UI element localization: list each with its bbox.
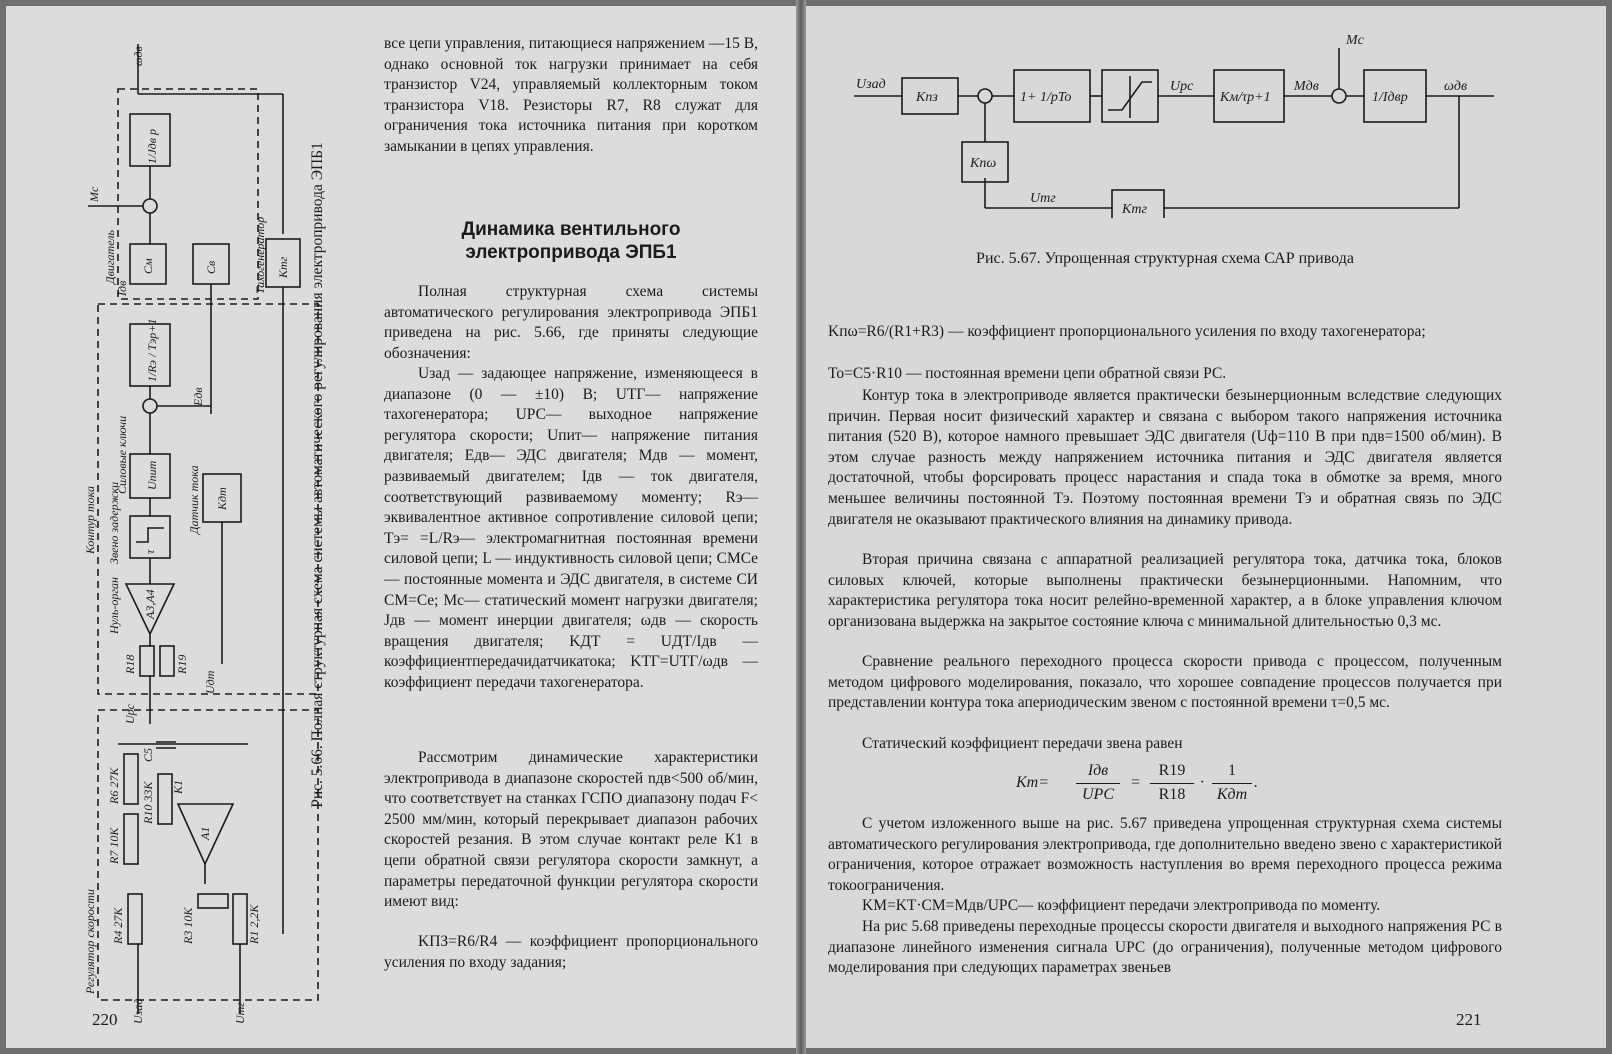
paragraph: Uзад — задающее напряжение, изменяющееся в диапазоне (0 — ±10) В; UТГ— напряжение тахогенератора; UРС— выходное напряжение регулятора скорости; Uпит— напряжение питания двигателя; Eдв— ЭДС двигателя; Mдв — момент, развиваемый двигателем; Iдв — ток двигателя, соответствующий развиваемому моменту; Rэ— эквивалентное активное сопротивление силовой цепи; Tэ= =L/Rэ— электромагнитная постоянная времени силовой цепи; L — индуктивность силовой цепи; CМCе— постоянные момента и ЭДС двигателя, в системе СИ CМ=Cе; Mс— статический момент нагрузки двигателя; Jдв — момент инерции двигателя; ωдв — скорость вращения двигателя; KДТ = UДТ/Iдв — коэффициентпередачидатчикатока; KТГ=UТГ/ωдв — коэффициент передачи тахогенератора.: [384, 365, 758, 691]
diagram-text: Kтг: [276, 256, 290, 278]
diagram-text: τ: [143, 549, 157, 554]
diagram-text: Uрс: [123, 704, 137, 724]
diagram-text: A3,A4: [143, 589, 157, 619]
diagram-text: 1/Iдвp: [1372, 90, 1408, 105]
figure-caption-text: Рис. 5.66. Полная структурная схема системы автоматического регулирования электропривода ЭПБ1: [309, 142, 326, 808]
diagram-text: Двигатель: [103, 230, 117, 284]
paragraph: Рассмотрим динамические характеристики электропривода в диапазоне скоростей nдв<500 об/мин, что соответствует на станках ГСПО диапазону подач F< 2500 мм/мин, который перекрывает диапазон рабочих скоростей резания. В этом случае контакт реле К1 в цепи обратной связи регулятора скорости замкнут, а параметры передаточной функции регулятора скорости имеют вид:: [384, 749, 758, 911]
formula-part: R19: [1158, 762, 1186, 779]
paragraph: Полная структурная схема системы автоматического регулирования электропривода ЭПБ1 приведена на рис. 5.66, где приняты следующие обозначения:: [384, 283, 758, 362]
section-heading: [384, 218, 758, 264]
diagram-text: Kдт: [215, 487, 229, 510]
page-number: 220: [92, 1010, 118, 1029]
paragraph: Статический коэффициент передачи звена равен: [862, 735, 1183, 752]
formula-part: Kдт: [1216, 786, 1248, 803]
diagram-text: Iдв: [115, 280, 129, 296]
figure-5-67-caption: Рис. 5.67. Упрощенная структурная схема САР привода: [976, 250, 1354, 267]
book-gutter: [796, 0, 806, 1054]
diagram-text: 1+ 1/pTo: [1020, 90, 1072, 105]
formula-part: .: [1254, 774, 1258, 791]
paragraph: To=C5·R10 — постоянная времени цепи обратной связи РС.: [828, 365, 1227, 382]
diagram-text: R6 27K: [107, 767, 121, 804]
diagram-text: Kм/τp+1: [1220, 90, 1271, 105]
diagram-text: R18: [123, 654, 137, 674]
paragraph: С учетом изложенного выше на рис. 5.67 приведена упрощенная структурная схема системы автоматического регулирования электропривода, где дополнительно введено звено с характеристикой ограничения, которое отражает возможность наступления во время переходного процесса режима токоограничения.: [828, 815, 1502, 894]
paragraph: Контур тока в электроприводе является практически безынерционным вследствие следующих причин. Первая носит физический характер и связана с выбором такого напряжения источника питания (520 В), которое намного превышает ЭДС двигателя (Uф=110 В при nдв=1500 об/мин). В этом случае разность между напряжением источника питания и ЭДС двигателя является достаточной, чтобы форсировать процесс нарастания и спада тока в обмотке за время, много меньшее величины постоянной Tэ. Поэтому постоянная времени Tэ и обратная связь по ЭДС двигателя не оказывают практического влияния на динамику привода.: [828, 387, 1502, 528]
paragraph: KПЗ=R6/R4 — коэффициент пропорционального усиления по входу задания;: [384, 933, 758, 971]
diagram-text: R19: [175, 654, 189, 674]
diagram-text: ωдв: [1444, 79, 1468, 94]
diagram-text: Cв: [204, 260, 218, 274]
paragraph: KМ=KТ·CМ=Mдв/UРС— коэффициент передачи электропривода по моменту.: [862, 897, 1381, 914]
paragraph: Сравнение реального переходного процесса скорости привода с процессом, полученным методом цифрового моделирования, показало, что хорошее совпадение процессов получается при представлении контура тока апериодическим звеном с постоянной времени τ=0,5 мс.: [828, 653, 1502, 712]
diagram-text: Контур тока: [83, 486, 97, 554]
heading-line: Динамика вентильного: [461, 219, 681, 240]
formula-part: UРС: [1082, 786, 1114, 803]
paragraph: Kпω=R6/(R1+R3) — коэффициент пропорционального усиления по входу тахогенератора;: [828, 323, 1426, 340]
diagram-text: A1: [198, 826, 212, 840]
formula-kt: [1016, 762, 1316, 808]
formula-part: R18: [1158, 786, 1186, 803]
diagram-text: R4 27K: [111, 907, 125, 944]
diagram-text: Uзад: [856, 77, 886, 92]
page-number: 221: [1456, 1010, 1482, 1029]
formula-part: ·: [1200, 774, 1204, 791]
diagram-text: Uтг: [233, 1001, 247, 1024]
heading-line: электропривода ЭПБ1: [465, 242, 677, 263]
formula-part: 1: [1228, 762, 1236, 779]
diagram-text: Mc: [1346, 33, 1364, 48]
diagram-text: C5: [141, 747, 155, 762]
diagram-text: Kтг: [1122, 202, 1147, 217]
diagram-text: Силовые ключи: [115, 415, 129, 494]
formula-part: Iдв: [1087, 762, 1109, 779]
diagram-text: Eдв: [191, 387, 205, 406]
diagram-text: Тахогенератор: [253, 216, 267, 294]
formula-part: Kт=: [1016, 774, 1050, 791]
diagram-text: Kпω: [970, 156, 997, 171]
diagram-text: R1 2,2K: [247, 904, 261, 944]
diagram-text: 1/Rэ / Tэp+1: [145, 318, 159, 382]
paragraph: Вторая причина связана с аппаратной реализацией регулятора тока, датчика тока, блоков силовых ключей, которые выполнены практически безынерционными. Напомним, что характеристика регулятора тока носит релейно-временной характер, а в блоке управления ключом организована выдержка на закрытое состояние ключа с минимальной длительностью 0,3 мс.: [828, 551, 1502, 630]
diagram-text: Uзад: [131, 998, 145, 1024]
diagram-text: Uтг: [1030, 191, 1056, 206]
paragraph: все цепи управления, питающиеся напряжением —15 В, однако основной ток нагрузки принимает на себя транзистор V24, управляемый коллекторным током транзистора V18. Резисторы R7, R8 служат для ограничения тока источника питания при коротком замыкании в цепях управления.: [384, 35, 758, 155]
diagram-text: Mc: [87, 186, 101, 202]
diagram-text: Kпз: [916, 90, 938, 105]
diagram-text: Cм: [141, 258, 155, 274]
diagram-text: 1/Jдв p: [145, 129, 159, 164]
diagram-text: Звено задержки: [107, 481, 121, 564]
diagram-text: Регулятор скорости: [83, 889, 97, 994]
diagram-text: Uпит: [145, 460, 159, 490]
diagram-text: Нуль-орган: [107, 577, 121, 634]
diagram-text: R3 10K: [181, 907, 195, 944]
figure-5-66-caption: [308, 40, 328, 910]
diagram-text: R10 33K: [141, 781, 155, 824]
paragraph: На рис 5.68 приведены переходные процессы скорости двигателя и выходного напряжения РС в диапазоне линейного изменения сигнала UРС (до ограничения), полученные методом цифрового моделирования при следующих параметрах звеньев: [828, 918, 1502, 977]
left-page: [6, 6, 796, 1048]
diagram-text: Uдт: [203, 670, 217, 694]
diagram-text: Mдв: [1294, 79, 1319, 94]
diagram-text: Датчик тока: [187, 465, 201, 534]
right-page: [806, 6, 1606, 1048]
formula-part: =: [1130, 774, 1141, 791]
diagram-text: K1: [171, 779, 185, 794]
diagram-text: Uрс: [1170, 79, 1194, 94]
diagram-text: R7 10K: [107, 827, 121, 864]
diagram-text: ωдв: [131, 46, 145, 66]
figure-5-67-diagram: [854, 28, 1514, 218]
